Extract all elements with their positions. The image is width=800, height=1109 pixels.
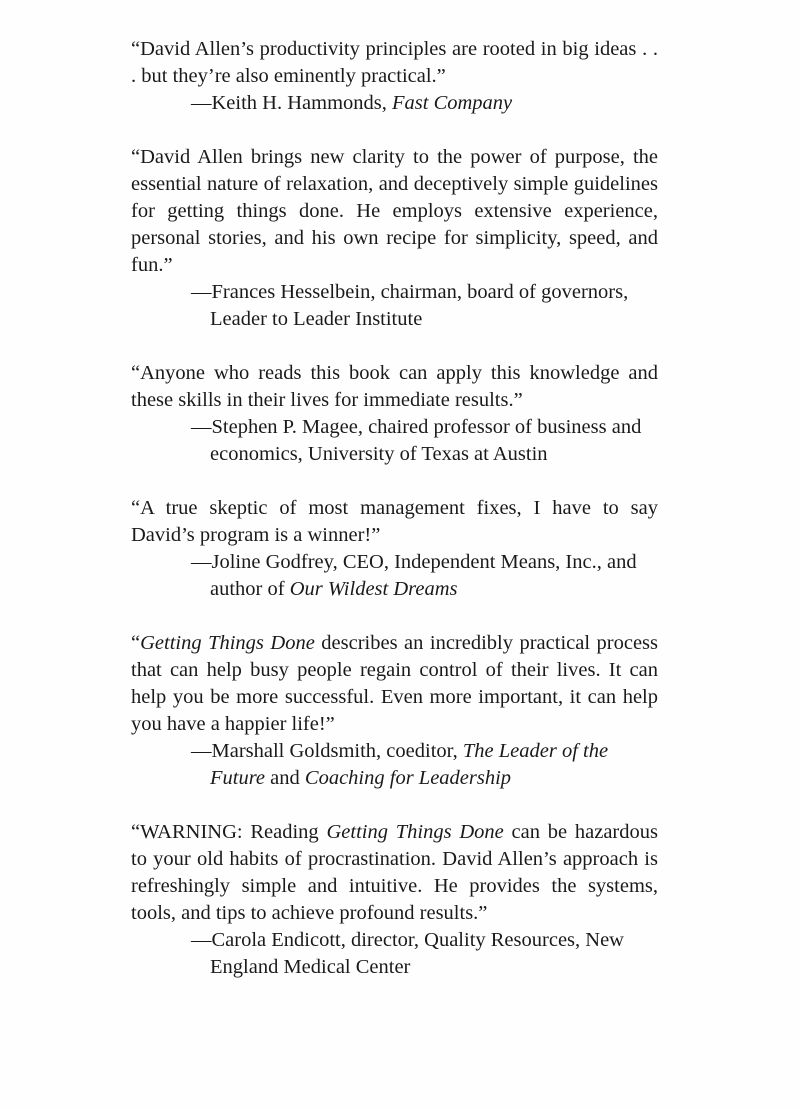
body-text: —Joline Godfrey, CEO, Independent Means, Inc., and author of — [191, 551, 637, 600]
body-text: —Carola Endicott, director, Quality Resources, New England Medical Center — [191, 929, 624, 978]
blurb-attribution — [131, 549, 658, 603]
italic-title-text: Coaching for Leadership — [304, 767, 512, 789]
blurb-quote-text — [131, 495, 658, 549]
body-text: “Anyone who reads this book can apply this knowledge and these skills in their lives for immediate results.” — [131, 362, 658, 411]
body-text: “David Allen’s productivity principles are rooted in big ideas . . . but they’re also eminently practical.” — [131, 38, 658, 87]
praise-blurb — [131, 360, 658, 468]
blurb-quote-text — [131, 819, 658, 927]
praise-blurb — [131, 630, 658, 792]
body-text: —Marshall Goldsmith, coeditor, — [191, 740, 463, 762]
blurb-attribution — [131, 279, 658, 333]
blurb-quote-text — [131, 36, 658, 90]
body-text: “David Allen brings new clarity to the power of purpose, the essential nature of relaxation, and deceptively simple guidelines for getting things done. He employs extensive experience, personal stories, and his own recipe for simplicity, speed, and fun.” — [131, 146, 658, 276]
praise-blurb — [131, 819, 658, 981]
italic-title-text: Getting Things Done — [326, 821, 504, 843]
italic-title-text: Getting Things Done — [140, 632, 315, 654]
blurb-attribution — [131, 738, 658, 792]
body-text: describes an incredibly practical process that can help busy people regain control of their lives. It can help you be more successful. Even more important, it can help you have a happier life!” — [131, 632, 658, 735]
blurb-quote-text — [131, 360, 658, 414]
italic-title-text: Our Wildest Dreams — [289, 578, 458, 600]
blurb-attribution — [131, 927, 658, 981]
blurb-quote-text — [131, 144, 658, 279]
blurb-quote-text — [131, 630, 658, 738]
praise-blurb — [131, 36, 658, 117]
body-text: “A true skeptic of most management fixes, I have to say David’s program is a winner!” — [131, 497, 658, 546]
body-text: —Keith H. Hammonds, — [191, 92, 392, 114]
body-text: can be hazardous to your old habits of procrastination. David Allen’s approach is refreshingly simple and intuitive. He provides the systems, tools, and tips to achieve profound results.” — [131, 821, 658, 924]
body-text: —Frances Hesselbein, chairman, board of governors, Leader to Leader Institute — [191, 281, 629, 330]
blurb-attribution — [131, 414, 658, 468]
praise-blurb — [131, 144, 658, 333]
italic-title-text: Fast Company — [392, 92, 513, 114]
praise-blurb — [131, 495, 658, 603]
blurb-attribution — [131, 90, 658, 117]
body-text: “ — [131, 632, 141, 654]
italic-title-text: The Leader of the Future — [210, 740, 609, 789]
body-text: and — [265, 767, 305, 789]
body-text: —Stephen P. Magee, chaired professor of business and economics, University of Texas at Austin — [191, 416, 642, 465]
praise-blurb-list — [131, 36, 658, 981]
body-text: “WARNING: Reading — [131, 821, 327, 843]
